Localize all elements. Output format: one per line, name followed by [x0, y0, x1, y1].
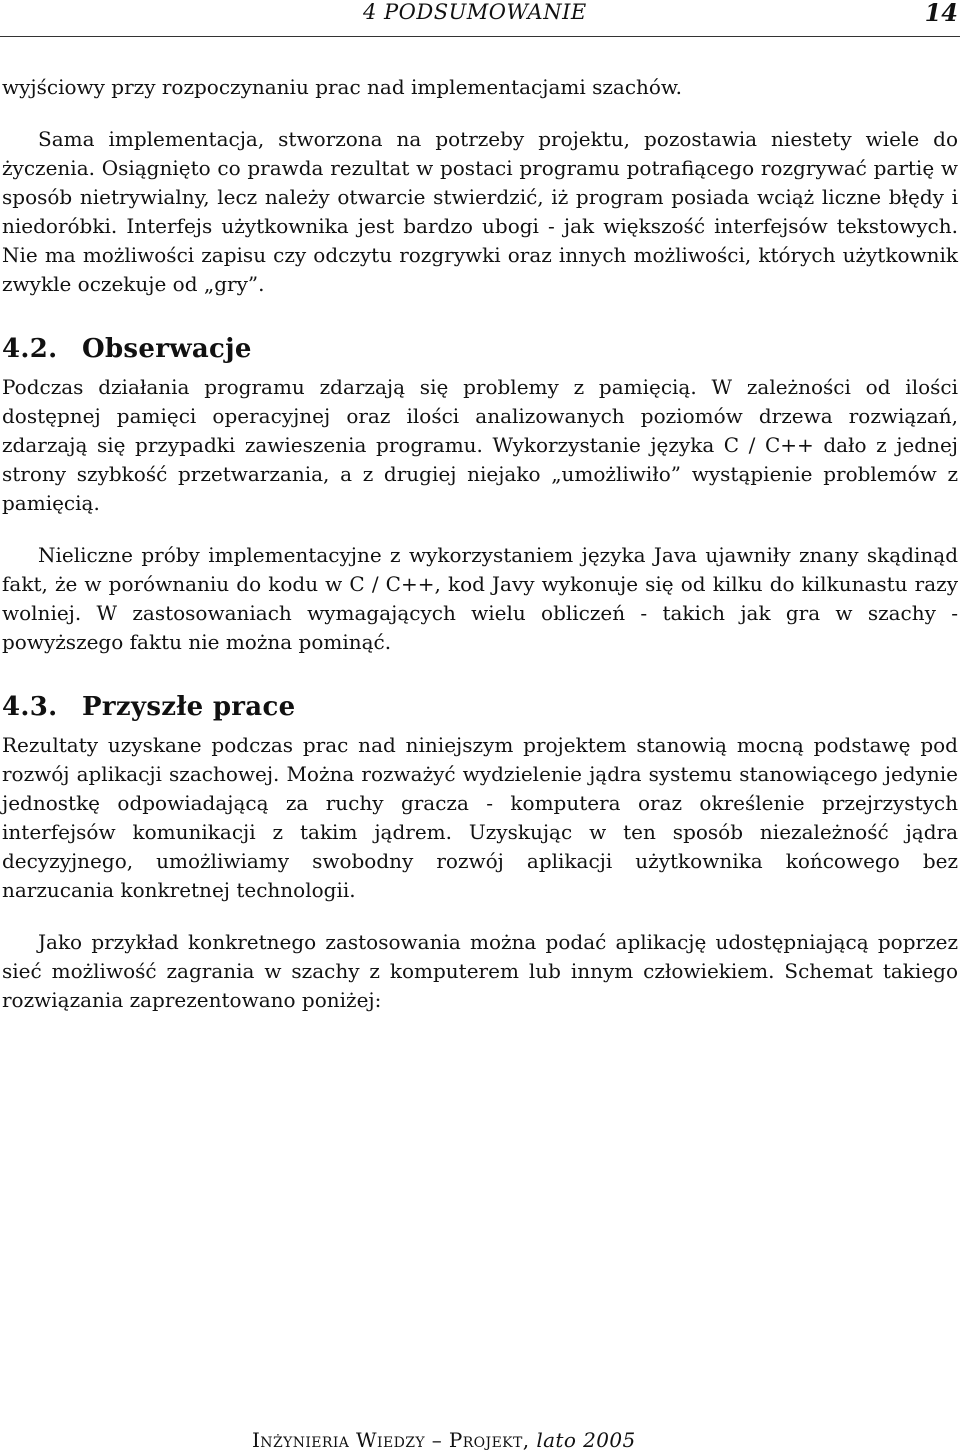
chapter-heading: 4 PODSUMOWANIE — [363, 0, 587, 24]
paragraph-java: Nieliczne próby implementacyjne z wykorzystaniem języka Java ujawniły znany skądinąd fakt, że w porównaniu do kodu w C / C++, kod Javy wykonuje się od kilku do kilkunastu razy wolniej. W zastosowaniach wymagających wielu obliczeń - takich jak gra w szachy - powyższego faktu nie można pominąć. — [2, 543, 958, 654]
footer-title: Inżynieria Wiedzy – Projekt, — [252, 1428, 530, 1452]
footer-text — [252, 1428, 636, 1452]
paragraph-memory: Podczas działania programu zdarzają się problemy z pamięcią. W zależności od ilości dostępnej pamięci operacyjnej oraz ilości analizowanych poziomów drzewa rozwiązań, zdarzają się przypadki zawieszenia programu. Wykorzystanie języka C / C++ dało z jednej strony szybkość przetwarzania, a z drugiej niejako „umożliwiło” wystąpienie problemów z pamięcią. — [2, 375, 958, 515]
section-title: Przyszłe prace — [82, 692, 296, 722]
page-number: 14 — [924, 0, 958, 27]
running-header — [0, 0, 960, 30]
paragraph-example: Jako przykład konkretnego zastosowania można podać aplikację udostępniającą poprzez sieć możliwość zagrania w szachy z komputerem lub innym człowiekiem. Schemat takiego rozwiązania zaprezentowano poniżej: — [2, 930, 958, 1012]
section-number: 4.2. — [2, 334, 58, 364]
section-heading-observations — [2, 333, 958, 365]
paragraph-implementation: Sama implementacja, stworzona na potrzeby projektu, pozostawia niestety wiele do życzenia. Osiągnięto co prawda rezultat w postaci programu potrafiącego rozgrywać partię w sposób nietrywialny, lecz należy otwarcie stwierdzić, iż program posiada wciąż liczne błędy i niedoróbki. Interfejs użytkownika jest bardzo ubogi - jak większość interfejsów tekstowych. Nie ma możliwości zapisu czy odczytu rozgrywki oraz innych możliwości, których użytkownik zwykle oczekuje od „gry”. — [2, 127, 958, 296]
paragraph-results: Rezultaty uzyskane podczas prac nad niniejszym projektem stanowią mocną podstawę pod rozwój aplikacji szachowej. Można rozważyć wydzielenie jądra systemu stanowiącego jedynie jednostkę odpowiadającą za ruchy gracza - komputera oraz określenie przejrzystych interfejsów komunikacji z takim jądrem. Uzyskując w ten sposób niezależność jądra decyzyjnego, umożliwiamy swobodny rozwój aplikacji użytkownika końcowego bez narzucania konkretnej technologii. — [2, 733, 958, 902]
section-number: 4.3. — [2, 692, 58, 722]
footer-semester: lato 2005 — [536, 1428, 636, 1452]
body-text — [2, 73, 958, 1015]
paragraph-continued: wyjściowy przy rozpoczynaniu prac nad implementacjami szachów. — [2, 75, 683, 99]
header-rule — [0, 36, 960, 37]
section-title: Obserwacje — [82, 334, 252, 364]
section-heading-future-work — [2, 691, 958, 723]
